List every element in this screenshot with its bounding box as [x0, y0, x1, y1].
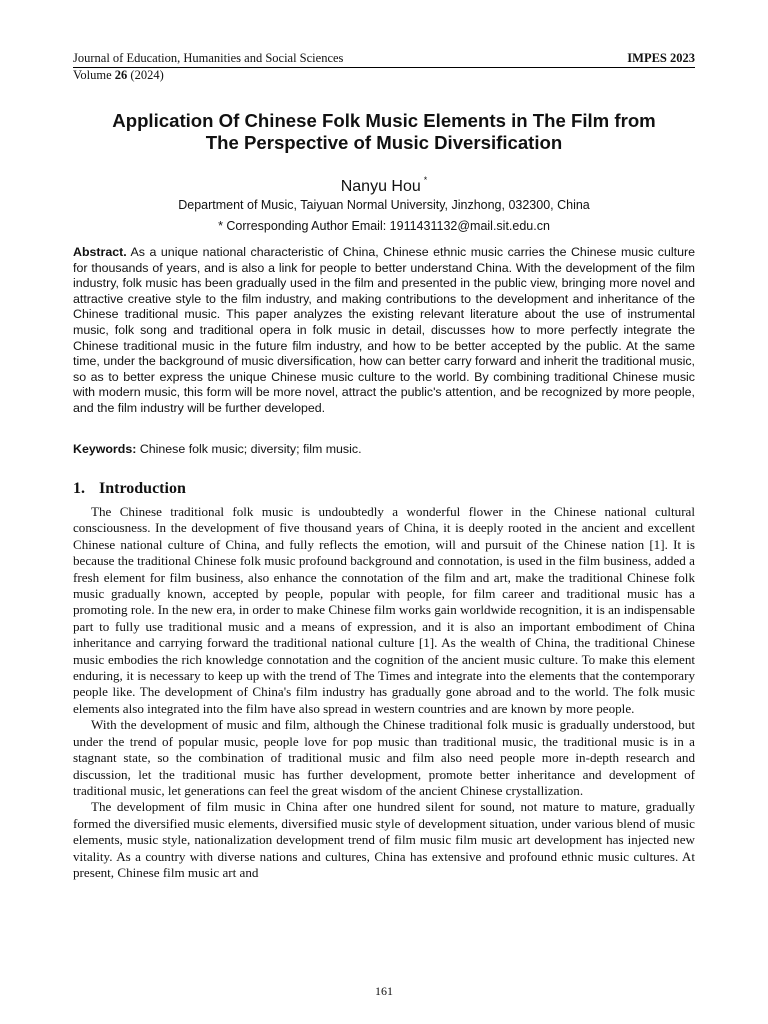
volume-number: 26 — [114, 68, 128, 82]
corresponding-author: * Corresponding Author Email: 1911431132@mail.sit.edu.cn — [218, 219, 550, 233]
conference-name: IMPES 2023 — [627, 51, 695, 65]
section-number: 1. — [73, 480, 85, 497]
affiliation: Department of Music, Taiyuan Normal University, Jinzhong, 032300, China — [178, 198, 590, 212]
running-header — [73, 51, 695, 83]
author-name: Nanyu Hou — [340, 178, 421, 195]
paper-title — [73, 110, 695, 154]
abstract — [73, 245, 695, 417]
keywords-label: Keywords: — [73, 442, 137, 456]
paragraph: The Chinese traditional folk music is undoubtedly a wonderful flower in the Chinese national cultural consciousness. In the development of five thousand years of China, it is deeply rooted in the ancient and excellent Chinese national culture of China, and fully reflects the emotion, will and pursuit of the Chinese nation [1]. It is because the traditional Chinese folk music profound background and connotation, is used in the film business, added a fresh element for film business, also enhance the connotation of the film and art, make the traditional Chinese folk music gradually known, accepted by people, popular with people, for film career and traditional music has a promoting role. In the new era, in order to make Chinese film works gain worldwide recognition, it is an indispensable part to fully use traditional music and a means of expression, and it is also an important embodiment of China inheritance and carrying forward the traditional national culture [1]. As the wealth of China, the traditional Chinese music embodies the rich knowledge connotation and the cognition of the ancient music culture. To make this element enduring, it is necessary to keep up with the trend of The Times and integrate into the elements that the contemporary people like. The development of China's film industry has gradually gone abroad and to the world. The folk music elements also integrated into the film have also spread in western countries and are known by more people. — [73, 504, 695, 716]
abstract-label: Abstract. — [73, 245, 127, 259]
author-mark: * — [423, 175, 428, 185]
author-line — [73, 170, 695, 197]
keywords — [73, 441, 695, 457]
body-text — [73, 504, 695, 881]
journal-name: Journal of Education, Humanities and Social Sciences — [73, 51, 344, 65]
volume-year: (2024) — [130, 68, 164, 82]
abstract-text: As a unique national characteristic of China, Chinese ethnic music carries the Chinese music culture for thousands of years, and is also a link for people to better understand China. With the development of the film industry, folk music has been gradually used in the film and presented in the public view, bringing more novel and attractive creative style to the film industry, and making contributions to the development and inheritance of the Chinese traditional music. This paper analyzes the existing relevant literature about the use of instrumental music, folk song and traditional opera in folk music in detail, discusses how to more perfectly integrate the Chinese traditional music in the future film industry, and how to be better accepted by the public. At the same time, under the background of music diversification, how can better carry forward and inherit the traditional music, so as to better express the unique Chinese music culture to the world. By combining traditional Chinese music with modern music, this form will be more novel, attract the public's attention, and be recognized by more people, and the film industry will be further developed. — [73, 245, 695, 415]
volume-prefix: Volume — [73, 68, 112, 82]
volume-line — [73, 68, 695, 83]
page-number: 161 — [375, 984, 393, 998]
section-title: Introduction — [99, 480, 186, 497]
paragraph: The development of film music in China after one hundred silent for sound, not mature to mature, gradually formed the diversified music elements, diversified music style of development situation, under various blend of music elements, music style, nationalization development trend of film music film music art development has injected new vitality. As a country with diverse nations and cultures, China has extensive and profound ethnic music cultures. At present, Chinese film music art and — [73, 799, 695, 880]
paper-page — [73, 0, 695, 1024]
title-line-2: The Perspective of Music Diversification — [205, 132, 563, 153]
paragraph: With the development of music and film, although the Chinese traditional folk music is gradually understood, but under the trend of popular music, people love for pop music than traditional music, the traditional music is in a stagnant state, so the combination of traditional music and film also need people more in-depth research and discussion, let the traditional music has further development, promote better inheritance and development of traditional music, let generations can feel the great wisdom of the ancient Chinese crystallization. — [73, 717, 695, 798]
title-line-1: Application Of Chinese Folk Music Elements in The Film from — [112, 110, 656, 131]
section-heading — [73, 479, 695, 499]
keywords-text: Chinese folk music; diversity; film music. — [139, 442, 362, 456]
